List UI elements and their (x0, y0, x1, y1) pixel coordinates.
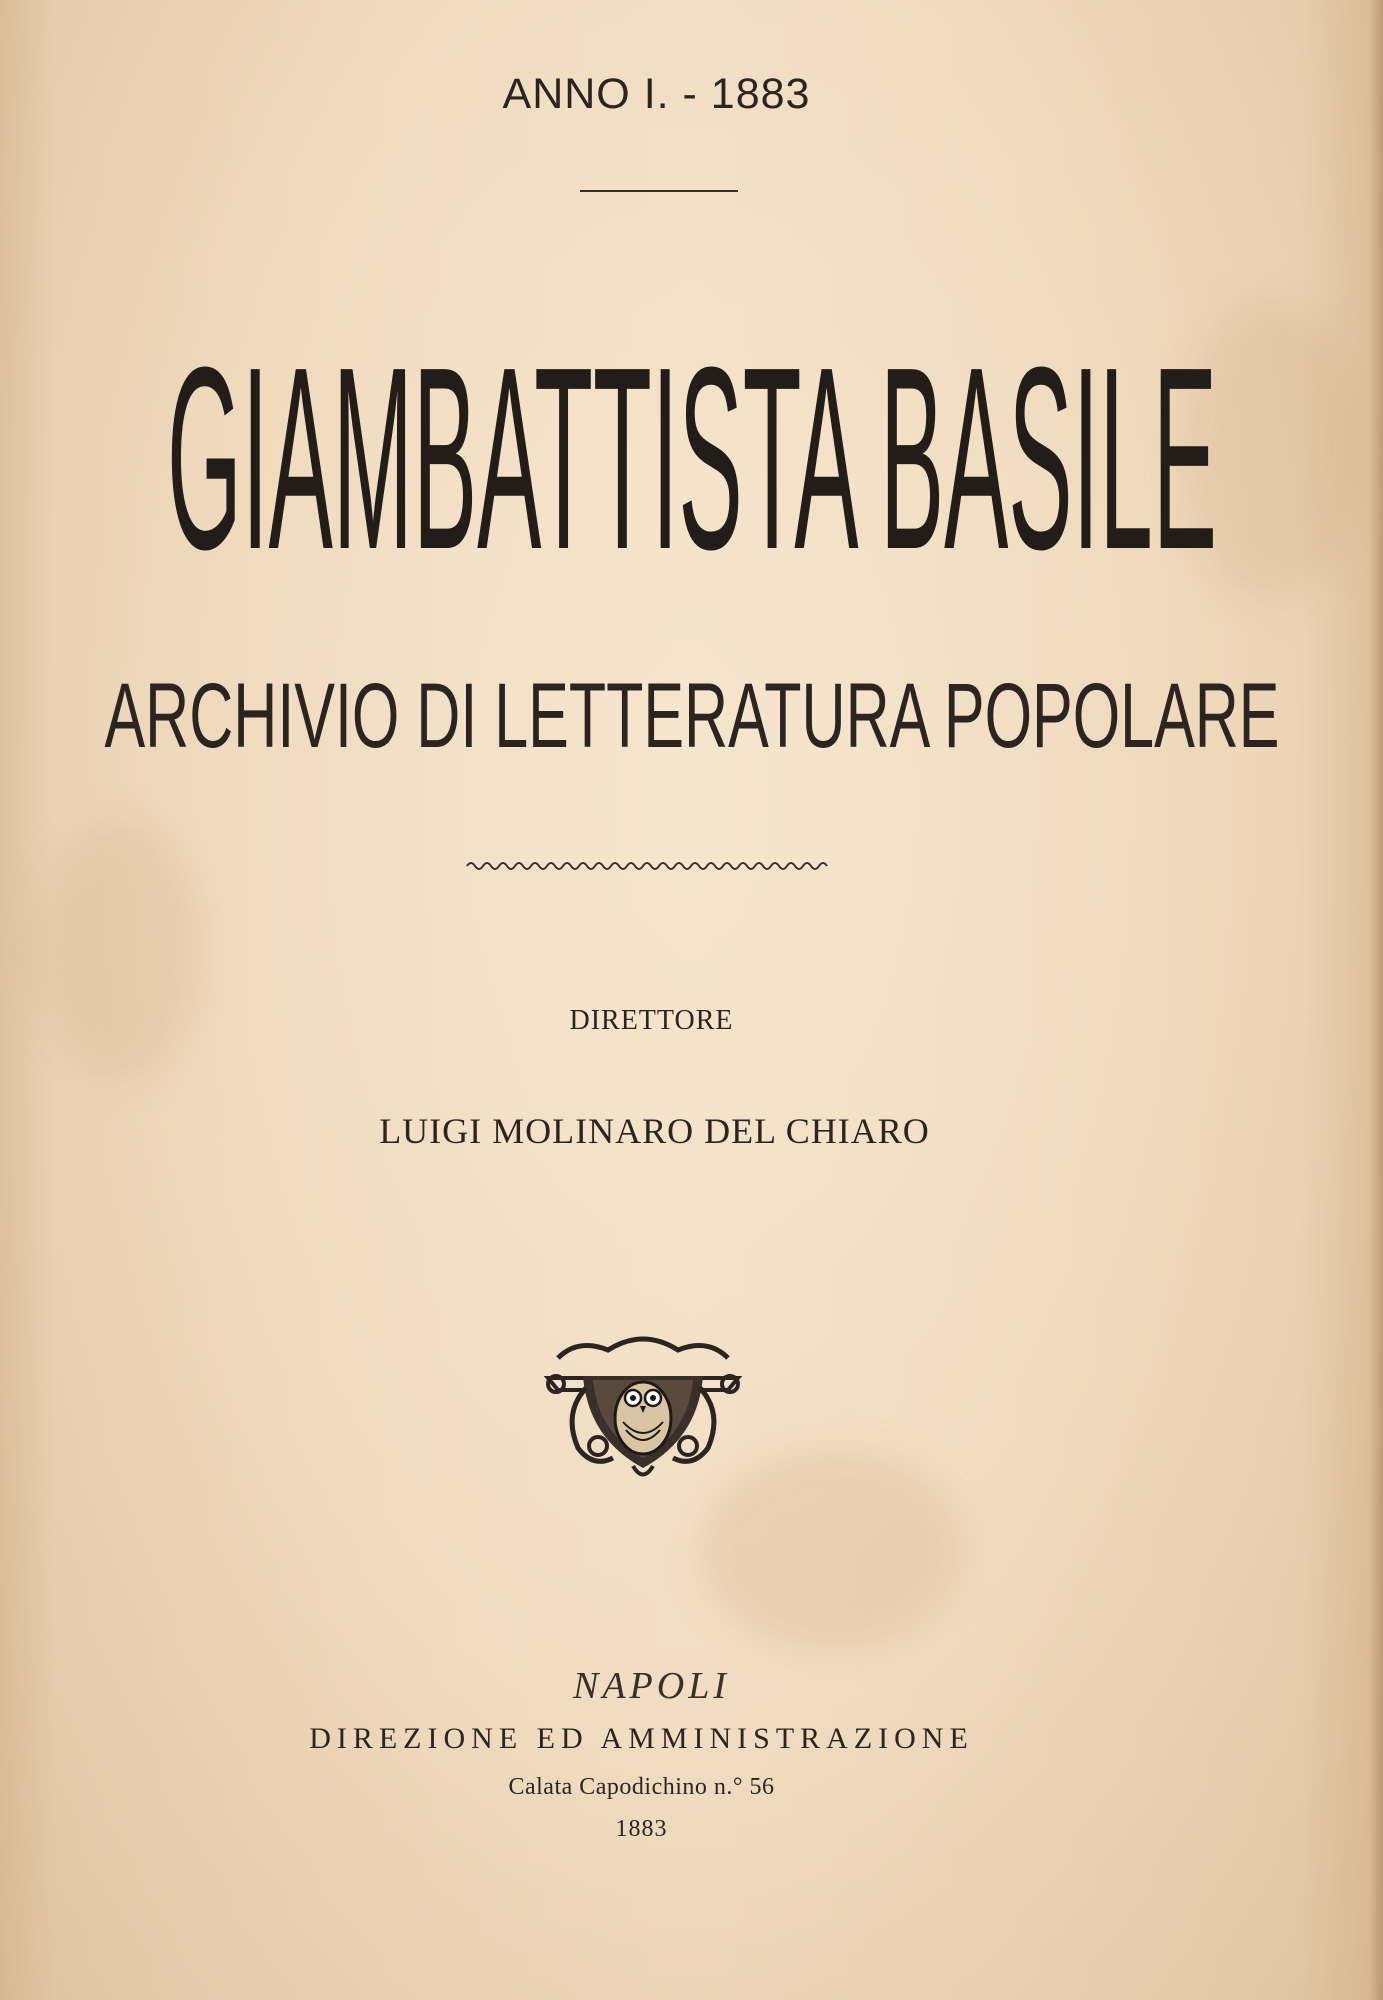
wavy-rule-divider (465, 858, 837, 874)
page-edge-shadow (1369, 0, 1383, 2000)
paper-stain (40, 820, 200, 1080)
journal-title (0, 300, 1383, 580)
editor-name: LUIGI MOLINARO DEL CHIARO (379, 1111, 930, 1151)
journal-title-art (92, 300, 1292, 580)
top-rule-divider (580, 190, 738, 192)
editor-role: DIRETTORE (569, 1005, 734, 1036)
imprint-city: NAPOLI (573, 1665, 730, 1707)
imprint-office: DIREZIONE ED AMMINISTRAZIONE (309, 1722, 974, 1755)
journal-subtitle-text: ARCHIVIO DI LETTERATURA POPOLARE (104, 665, 1279, 767)
journal-title-text: GIAMBATTISTA BASILE (166, 314, 1217, 580)
owl-printer-mark-icon (538, 1318, 748, 1483)
imprint-year: 1883 (615, 1816, 668, 1842)
imprint-address: Calata Capodichino n.° 56 (508, 1774, 775, 1800)
journal-subtitle-art (52, 655, 1332, 775)
journal-subtitle (0, 655, 1383, 775)
volume-year-heading: ANNO I. - 1883 (502, 70, 811, 118)
